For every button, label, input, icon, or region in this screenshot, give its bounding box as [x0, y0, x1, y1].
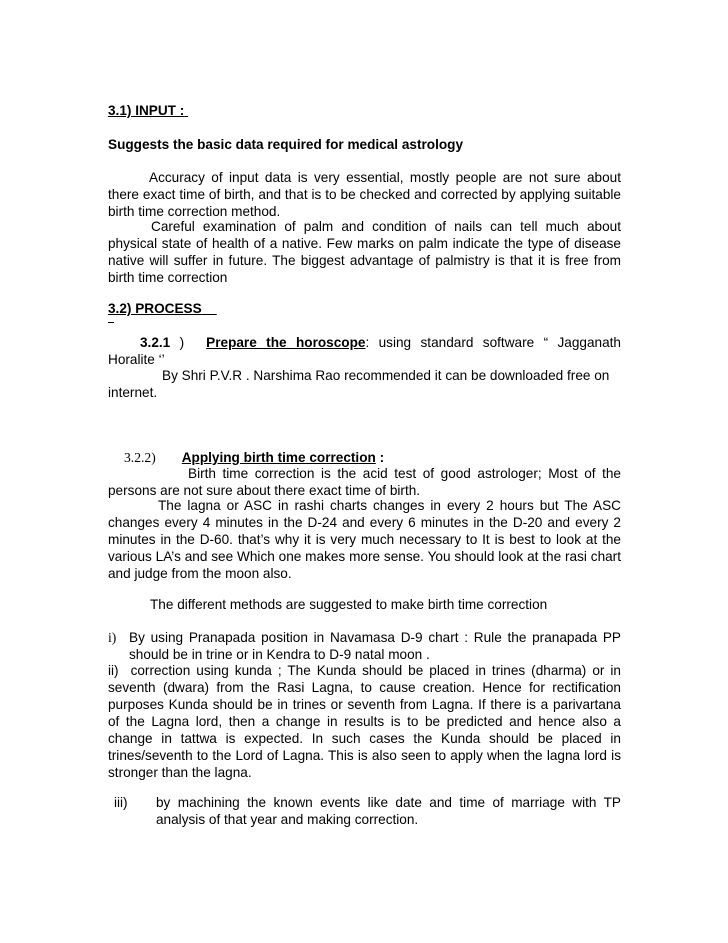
- method-ii-number: ii): [108, 663, 119, 678]
- item-3-2-1: [108, 334, 621, 368]
- input-paragraph-palmistry: Careful examination of palm and condition of nails can tell much about physical state of health of a native. Few marks on palm indicate the type of disease native will suffer in future. The biggest advantage of palmistry is that it is free from birth time correction: [108, 219, 621, 285]
- item-3-2-1-number: 3.2.1: [140, 335, 171, 350]
- item-3-2-2: [108, 449, 621, 466]
- item-3-2-2-colon: :: [375, 450, 385, 465]
- item-3-2-1-author-text: By Shri P.V.R . Narshima Rao recommended it can be downloaded free on internet.: [108, 368, 610, 400]
- item-3-2-2-number: 3.2.2): [124, 450, 156, 465]
- method-ii: [108, 662, 621, 781]
- method-i: [108, 629, 621, 663]
- method-ii-text: correction using kunda ; The Kunda should be placed in trines (dharma) or in seventh (dwara) from the Rasi Lagna, to cause creation. Hence for rectification purposes Kunda should be in trines or seventh from Lagna. If there is a parivartana of the Lagna lord, then a change in results is to be predicted and hence also a change in tattwa is expected. In such cases the Kunda should be placed in trines/seventh to the Lord of Lagna. This is also seen to apply when the lagna lord is stronger than the lagna.: [108, 663, 621, 780]
- method-iii-number: iii): [114, 795, 128, 810]
- item-3-2-1-paren: ): [179, 335, 185, 350]
- item-3-2-2-title: Applying birth time correction: [181, 450, 376, 465]
- item-3-2-2-paragraph-2: The lagna or ASC in rashi charts changes in every 2 hours but The ASC changes every 4 minutes in the D-24 and every 6 minutes in the D-20 and every 2 minutes in the D-60. that’s why it is very much necessary to It is best to look at the various LA’s and see Which one makes more sense. You should look at the rasi chart and judge from the moon also.: [108, 498, 621, 581]
- section-heading-process: [108, 300, 621, 317]
- method-iii: [108, 794, 621, 828]
- methods-intro: The different methods are suggested to make birth time correction: [150, 597, 548, 612]
- process-heading-text: 3.2) PROCESS: [108, 301, 202, 316]
- item-3-2-1-text: : using standard software “ Jagganath Horalite ‘’: [108, 335, 621, 367]
- input-paragraph-accuracy: Accuracy of input data is very essential, mostly people are not sure about there exact time of birth, and that is to be checked and corrected by applying suitable birth time correction method.: [108, 170, 621, 219]
- item-3-2-2-paragraph-1: Birth time correction is the acid test of good astrologer; Most of the persons are not sure about there exact time of birth.: [108, 466, 621, 498]
- section-heading-input: [108, 102, 621, 119]
- method-iii-text: by machining the known events like date and time of marriage with TP analysis of that year and making correction.: [156, 795, 621, 827]
- input-heading-text: 3.1) INPUT :: [108, 103, 185, 118]
- item-3-2-1-title: Prepare the horoscope: [206, 335, 366, 350]
- method-i-number: i): [108, 630, 117, 645]
- stray-dash-mark: [108, 322, 114, 323]
- method-i-text: By using Pranapada position in Navamasa D-9 chart : Rule the pranapada PP should be in trine or in Kendra to D-9 natal moon .: [129, 630, 621, 662]
- input-subheading: Suggests the basic data required for medical astrology: [108, 137, 464, 152]
